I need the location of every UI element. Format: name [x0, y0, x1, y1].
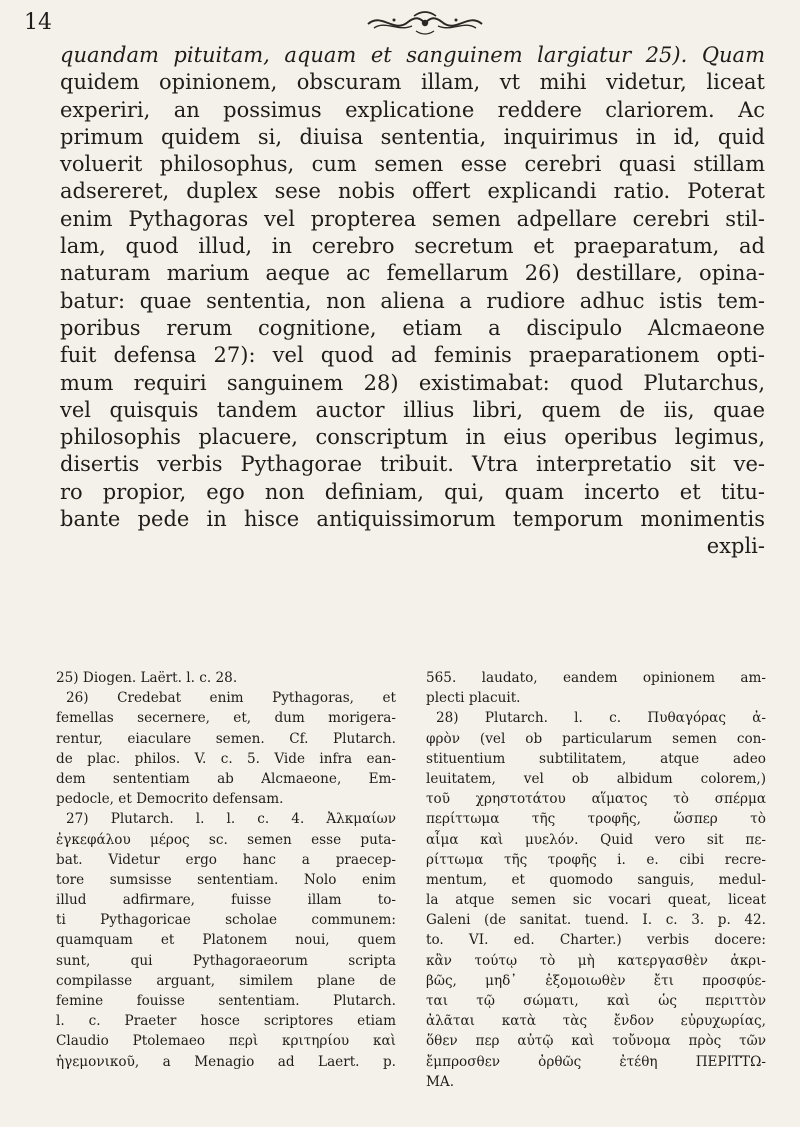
- footnotes-right-column: [426, 668, 766, 1092]
- footnote-line: ἡγεμονικοῦ, a Menagio ad Laert. p.: [56, 1053, 396, 1070]
- body-line: voluerit philosophus, cum semen esse cerebri quasi stillam: [60, 152, 765, 177]
- footnote-line: ται τῷ σώματι, καὶ ὡς περιττὸν: [426, 993, 766, 1009]
- body-line: vel quisquis tandem auctor illius libri, quem de iis, quae: [60, 397, 765, 422]
- footnote-line: quamquam et Platonem noui, quem: [56, 932, 396, 949]
- body-line: bante pede in hisce antiquissimorum temporum monimentis: [60, 507, 765, 532]
- footnote-line: illud adfirmare, fuisse illam to-: [56, 892, 396, 909]
- body-line: quidem opinionem, obscuram illam, vt mihi videtur, liceat: [60, 70, 765, 95]
- footnote-line: 27) Plutarch. l. l. c. 4. Ἀλκμαίων: [66, 811, 396, 828]
- body-line: enim Pythagoras vel propterea semen adpellare cerebri stil-: [60, 206, 765, 231]
- footnote-line: Galeni (de sanitat. tuend. I. c. 3. p. 42.: [426, 912, 766, 929]
- footnote-line: Claudio Ptolemaeo περὶ κριτηρίου καὶ: [56, 1033, 396, 1050]
- body-line: disertis verbis Pythagorae tribuit. Vtra interpretatio sit ve-: [60, 452, 765, 477]
- body-line: experiri, an possimus explicatione reddere clariorem. Ac: [60, 97, 765, 122]
- page-number: 14: [24, 10, 52, 35]
- footnote-line: leuitatem, vel ob albidum colorem,): [426, 770, 766, 787]
- footnote-line: mentum, et quomodo sanguis, medul-: [426, 871, 766, 888]
- body-line: lam, quod illud, in cerebro secretum et praeparatum, ad: [60, 234, 765, 259]
- body-line: fuit defensa 27): vel quod ad feminis praeparationem opti-: [60, 343, 765, 368]
- footnote-line: ἔμπροσθεν ὀρθῶς ἐτέθη ΠΕΡΙΤΤΩ-: [426, 1053, 766, 1070]
- footnote-line: compilasse arguant, similem plane de: [56, 972, 396, 989]
- footnote-line: ΜΑ.: [426, 1073, 455, 1090]
- footnote-line: tore sumsisse sententiam. Nolo enim: [56, 871, 396, 888]
- footnote-line: to. VI. ed. Charter.) verbis docere:: [426, 932, 766, 949]
- footnote-line: φρὸν (vel ob particularum semen con-: [426, 730, 766, 747]
- footnote-line: ἀλᾶται κατὰ τὰς ἔνδον εὐρυχωρίας,: [426, 1013, 766, 1030]
- footnote-line: rentur, eiaculare semen. Cf. Plutarch.: [56, 730, 396, 747]
- footnote-line: τοῦ χρηστοτάτου αἵματος τὸ σπέρμα: [426, 791, 766, 808]
- footnote-line: dem sententiam ab Alcmaeone, Em-: [56, 770, 396, 787]
- footnote-line: bat. Videtur ergo hanc a praecep-: [56, 851, 396, 868]
- footnote-line: femellas secernere, et, dum morigera-: [56, 710, 396, 727]
- footnote-line: stituentium subtilitatem, atque adeo: [426, 750, 766, 767]
- main-body-text: [60, 42, 765, 561]
- footnote-line: ti Pythagoricae scholae communem:: [56, 912, 396, 929]
- footnote-line: 565. laudato, eandem opinionem am-: [426, 670, 766, 686]
- body-line: primum quidem si, diuisa sententia, inquirimus in id, quid: [60, 124, 765, 149]
- footnote-line: femine fouisse sententiam. Plutarch.: [56, 993, 396, 1009]
- body-line: adsereret, duplex sese nobis offert explicandi ratio. Poterat: [60, 179, 765, 204]
- body-line: philosophis placuere, conscriptum in eius operibus legimus,: [60, 425, 765, 450]
- footnote-line: pedocle, et Democrito defensam.: [56, 791, 284, 808]
- footnote-line: 25) Diogen. Laërt. l. c. 28.: [56, 670, 238, 686]
- body-line: poribus rerum cognitione, etiam a discipulo Alcmaeone: [60, 315, 765, 340]
- body-line: batur: quae sententia, non aliena a rudiore adhuc istis tem-: [60, 288, 765, 313]
- footnote-line: la atque semen sic vocari queat, liceat: [426, 892, 766, 909]
- footnote-line: ἐγκεφάλου μέρος sc. semen esse puta-: [56, 831, 396, 848]
- footnote-line: βῶς, μηδ᾽ ἐξομοιωθὲν ἔτι προσφύε-: [426, 972, 766, 989]
- body-line: quandam pituitam, aquam et sanguinem largiatur 25). Quam: [60, 43, 765, 67]
- body-line: ro propior, ego non definiam, qui, quam incerto et titu-: [60, 479, 765, 504]
- body-line: mum requiri sanguinem 28) existimabat: quod Plutarchus,: [60, 370, 765, 395]
- footnote-line: plecti placuit.: [426, 690, 521, 707]
- catchword: expli-: [706, 534, 765, 559]
- footnote-line: αἷμα καὶ μυελόν. Quid vero sit πε-: [426, 831, 766, 848]
- footnote-line: sunt, qui Pythagoraeorum scripta: [56, 952, 396, 969]
- printer-ornament-icon: [364, 8, 486, 38]
- footnote-line: 28) Plutarch. l. c. Πυθαγόρας ἀ-: [436, 710, 766, 727]
- footnotes-left-column: [56, 668, 396, 1072]
- footnote-line: ρίττωμα τῆς τροφῆς i. e. cibi recre-: [426, 851, 766, 868]
- footnote-line: ὅθεν περ αὐτῷ καὶ τοὔνομα πρὸς τῶν: [426, 1033, 766, 1050]
- footnote-line: de plac. philos. V. c. 5. Vide infra ean-: [56, 750, 396, 767]
- footnote-line: κἂν τούτῳ τὸ μὴ κατεργασθὲν ἀκρι-: [426, 952, 766, 969]
- footnote-line: περίττωμα τῆς τροφῆς, ὥσπερ τὸ: [426, 811, 766, 828]
- body-line: naturam marium aeque ac femellarum 26) destillare, opina-: [60, 261, 765, 286]
- footnote-line: 26) Credebat enim Pythagoras, et: [66, 690, 396, 707]
- footnote-line: l. c. Praeter hosce scriptores etiam: [56, 1013, 396, 1030]
